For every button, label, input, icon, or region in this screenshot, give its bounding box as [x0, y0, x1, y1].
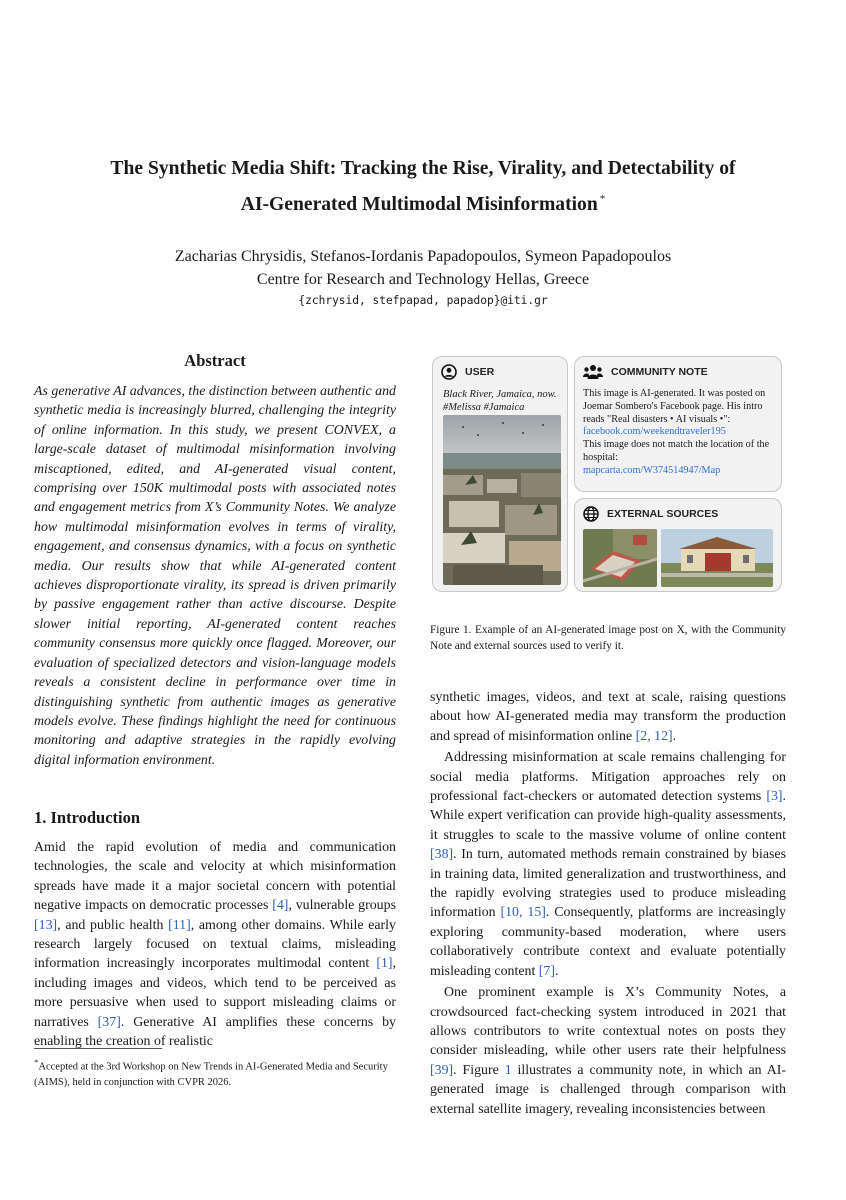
citation-link[interactable]: [4]: [272, 898, 289, 914]
satellite-image: [583, 529, 657, 587]
community-note-header: [583, 364, 708, 379]
intro-text-2: , vulnerable groups: [288, 898, 396, 914]
author-list: Zacharias Chrysidis, Stefanos-Iordanis Papadopoulos, Symeon Papadopoulos: [174, 248, 672, 265]
user-circle-icon: [441, 364, 457, 380]
citation-link[interactable]: [39]: [430, 1062, 454, 1078]
citation-link[interactable]: [13]: [34, 917, 58, 933]
abstract-text: As generative AI advances, the distinction between authentic and synthetic media is increasingly blurred, challenging the integrity of online information. In this study, we present CONVEX, a large-scale dataset of multimodal misinformation involving miscaptioned, edited, and AI-generated visual content, comprising over 150K multimodal posts with associated notes and engagement metrics from X’s Community Notes. We analyze how multimodal misinformation evolves in terms of virality, engagement, and consensus dynamics, with a focus on synthetic media. Our results show that while AI-generated content achieves disproportionate virality, its spread is driven primarily by passive engagement rather than active discourse. Despite slower initial reporting, AI-generated content reaches community consensus more quickly once flagged. Moreover, our evaluation of specialized detectors and vision-language models reveals a consistent decline in performance over time in distinguishing synthetic from authentic images as generative models evolve. These findings highlight the need for continuous monitoring and adaptive strategies in the rapidly evolving digital information environment.: [34, 384, 396, 768]
text: One prominent example is X’s Community Notes, a crowdsourced fact-checking system introduced in 2021 that allows contributors to write contextual notes on posts they consider misleading, while other users rate their helpfulness: [430, 985, 786, 1059]
footnote-rule: [34, 1048, 162, 1049]
text: .: [555, 963, 559, 979]
intro-text-3: , and public health: [57, 917, 169, 933]
text: illustrates a community note, in which an AI-generated image is challenged through comparison with external satellite imagery, revealing inconsistencies between: [430, 1062, 786, 1117]
text: Addressing misinformation at scale remains challenging for social media platforms. Mitigation approaches rely on professional fact-checkers or automated detection systems: [430, 750, 786, 805]
ai-generated-photo: [443, 415, 561, 585]
title-line-2: AI-Generated Multimodal Misinformation: [240, 194, 598, 215]
title-footnote-mark: *: [599, 193, 606, 205]
people-group-icon: [583, 364, 603, 379]
globe-icon: [583, 506, 599, 522]
user-panel: [432, 356, 568, 592]
facebook-source-link[interactable]: facebook.com/weekendtraveler195: [583, 426, 726, 438]
footnote-text: Accepted at the 3rd Workshop on New Trends in AI-Generated Media and Security (AIMS), held in conjunction with CVPR 2026.: [34, 1061, 388, 1088]
figure-caption: Figure 1. Example of an AI-generated image post on X, with the Community Note and external sources used to verify it.: [430, 624, 786, 652]
author-emails: {zchrysid, stefpapad, papadop}@iti.gr: [298, 294, 548, 307]
citation-link[interactable]: [10, 15]: [500, 905, 546, 921]
community-note-text-1: This image is AI-generated. It was posted on Joemar Sombero's Facebook page. His intro reads "Real disasters • AI visuals •":: [583, 388, 766, 425]
community-note-panel: [574, 356, 782, 492]
external-sources-panel: [574, 498, 782, 592]
citation-link[interactable]: [11]: [168, 917, 191, 933]
intro-text-1: Amid the rapid evolution of media and communication technologies, the scale and velocity at which misinformation spreads have made it a major societal concern with potential negative impacts on democratic processes: [34, 840, 396, 914]
text: . While expert verification can provide high-quality assessments, it struggles to scale to the massive volume of online content: [430, 789, 786, 843]
community-note-text-2: This image does not match the location of the hospital:: [583, 439, 770, 463]
paragraph: [430, 748, 786, 981]
abstract-heading: Abstract: [184, 351, 246, 370]
introduction-paragraph: [34, 838, 396, 1051]
citation-link[interactable]: [2, 12]: [635, 728, 673, 744]
text: .: [672, 728, 677, 744]
external-sources-header: [583, 506, 718, 522]
paragraph: [430, 688, 786, 746]
citation-link[interactable]: [1]: [376, 956, 393, 972]
intro-text-5: , including images and videos, which tend to be perceived as more persuasive when used to support misleading claims or narratives: [34, 956, 396, 1030]
user-post-caption: Black River, Jamaica, now. #Melissa #Jamaica: [443, 389, 557, 413]
citation-link[interactable]: [7]: [538, 963, 555, 979]
paragraph: [430, 983, 786, 1119]
text: synthetic images, videos, and text at scale, raising questions about how AI-generated media may transform the production and spread of misinformation online: [430, 690, 786, 744]
paper-title: [40, 153, 806, 220]
text: . Consequently, platforms are increasingly exploring community-based moderation, where users collaboratively contribute context and evaluate potentially misleading content: [430, 905, 786, 979]
right-column-body: [430, 688, 786, 1119]
footnote-mark: *: [34, 1057, 39, 1067]
title-line-1: The Synthetic Media Shift: Tracking the Rise, Virality, and Detectability of: [110, 158, 736, 179]
introduction-heading: 1. Introduction: [34, 808, 141, 827]
text: . Figure: [453, 1062, 505, 1078]
citation-link[interactable]: [38]: [430, 847, 454, 863]
community-note-label: COMMUNITY NOTE: [611, 365, 708, 378]
hospital-photo: [661, 529, 773, 587]
intro-text-4: , among other domains. While early research largely focused on textual claims, misleading information increasingly incorporates multimodal content: [34, 917, 396, 972]
external-sources-label: EXTERNAL SOURCES: [607, 508, 719, 520]
footnote: [34, 1055, 396, 1090]
user-label: USER: [465, 366, 495, 378]
intro-text-6: . Generative AI amplifies these concerns by enabling the creation of realistic: [34, 1014, 396, 1050]
figure-1: [430, 354, 784, 594]
mapcarta-source-link[interactable]: mapcarta.com/W374514947/Map: [583, 464, 721, 476]
affiliation: Centre for Research and Technology Hellas, Greece: [256, 271, 590, 288]
community-note-body: [583, 388, 779, 478]
citation-link[interactable]: [37]: [97, 1014, 121, 1030]
user-panel-header: [441, 364, 494, 380]
figure-reference-link[interactable]: 1: [504, 1062, 512, 1078]
author-block: [40, 245, 806, 291]
citation-link[interactable]: [3]: [766, 789, 783, 805]
text: . In turn, automated methods remain constrained by biases in training data, limited generalization and trustworthiness, and the rapidly evolving strategies used to produce misleading information: [430, 847, 786, 921]
